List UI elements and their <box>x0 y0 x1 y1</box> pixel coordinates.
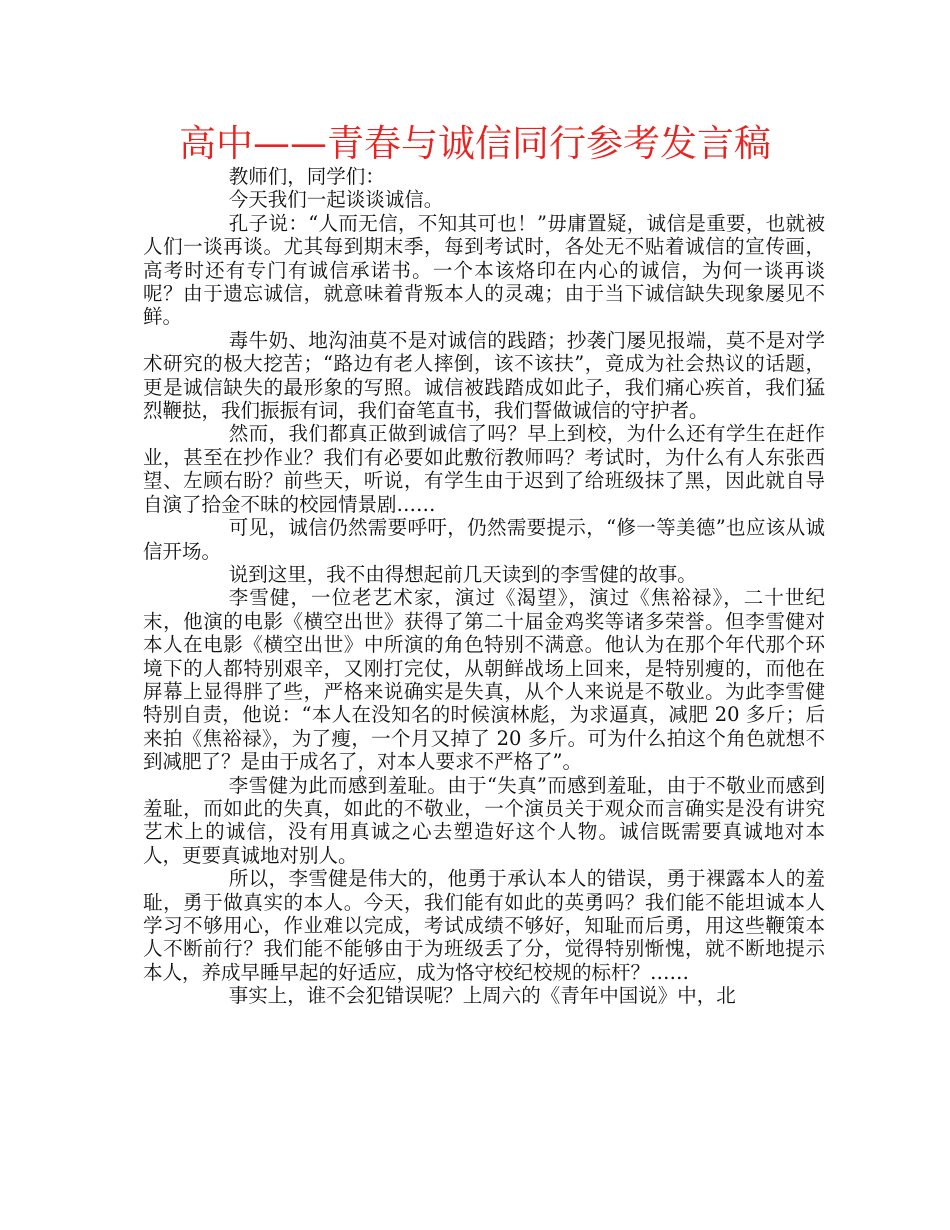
paragraph: 李雪健，一位老艺术家，演过《渴望》，演过《焦裕禄》，二十世纪末，他演的电影《横空出世》获得了第二十届金鸡奖等诸多荣誉。但李雪健对本人在电影《横空出世》中所演的角色特别不满意。他认为在那个年代那个环境下的人都特别艰辛，又刚打完仗，从朝鲜战场上回来，是特别瘦的，而他在屏幕上显得胖了些，严格来说确实是失真，从个人来说是不敬业。为此李雪健特别自责，他说：“本人在没知名的时候演林彪，为求逼真，减肥 20 多斤；后来拍《焦裕禄》，为了瘦，一个月又掉了 20 多斤。可为什么拍这个角色就想不到减肥了？是由于成名了，对本人要求不严格了”。 <box>143 586 825 774</box>
paragraph: 孔子说：“人而无信，不知其可也！”毋庸置疑，诚信是重要，也就被人们一谈再谈。尤其每到期末季，每到考试时，各处无不贴着诚信的宣传画，高考时还有专门有诚信承诺书。一个本该烙印在内心的诚信，为何一谈再谈呢？由于遗忘诚信，就意味着背叛本人的灵魂；由于当下诚信缺失现象屡见不鲜。 <box>143 211 825 329</box>
document-title: 高中——青春与诚信同行参考发言稿 <box>179 122 771 165</box>
paragraph: 毒牛奶、地沟油莫不是对诚信的践踏；抄袭门屡见报端，莫不是对学术研究的极大挖苦；“路边有老人摔倒，该不该扶”，竟成为社会热议的话题，更是诚信缺失的最形象的写照。诚信被践踏成如此子，我们痛心疾首，我们猛烈鞭挞，我们振振有词，我们奋笔直书，我们誓做诚信的守护者。 <box>143 328 825 423</box>
document-body <box>143 165 825 1008</box>
paragraph: 说到这里，我不由得想起前几天读到的李雪健的故事。 <box>228 562 697 586</box>
paragraph: 今天我们一起谈谈诚信。 <box>228 188 444 212</box>
paragraph-greeting: 教师们，同学们： <box>228 165 385 188</box>
paragraph: 可见，诚信仍然需要呼吁，仍然需要提示，“修一等美德”也应该从诚信开场。 <box>143 516 825 563</box>
paragraph: 事实上，谁不会犯错误呢？上周六的《青年中国说》中，北 <box>228 984 736 1008</box>
paragraph: 李雪健为此而感到羞耻。由于“失真”而感到羞耻，由于不敬业而感到羞耻，而如此的失真，如此的不敬业，一个演员关于观众而言确实是没有讲究艺术上的诚信，没有用真诚之心去塑造好这个人物。诚信既需要真诚地对本人，更要真诚地对别人。 <box>143 773 825 867</box>
paragraph: 所以，李雪健是伟大的，他勇于承认本人的错误，勇于裸露本人的羞耻，勇于做真实的本人。今天，我们能有如此的英勇吗？我们能不能坦诚本人学习不够用心，作业难以完成，考试成绩不够好，知耻而后勇，用这些鞭策本人不断前行？我们能不能够由于为班级丢了分，觉得特别惭愧，就不断地提示本人，养成早睡早起的好适应，成为恪守校纪校规的标杆？…… <box>143 867 825 984</box>
paragraph: 然而，我们都真正做到诚信了吗？早上到校，为什么还有学生在赶作业，甚至在抄作业？我们有必要如此敷衍教师吗？考试时，为什么有人东张西望、左顾右盼？前些天，听说，有学生由于迟到了给班级抹了黑，因此就自导自演了拾金不昧的校园情景剧…… <box>143 422 825 516</box>
